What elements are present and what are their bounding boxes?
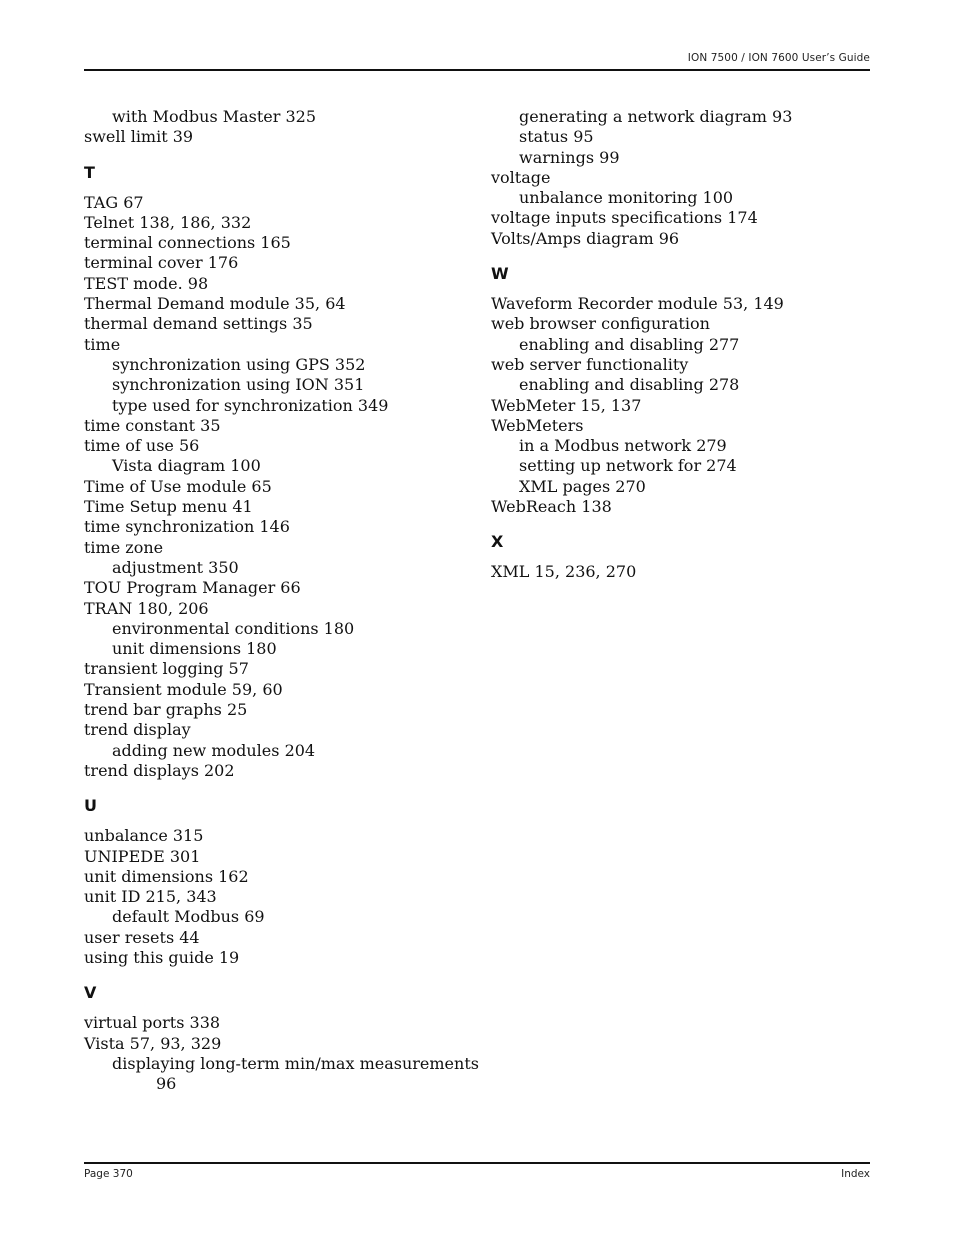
index-subentry: displaying long-term min/max measurements <box>112 1053 479 1073</box>
index-letter-heading: W <box>491 264 509 284</box>
index-entry: Telnet 138, 186, 332 <box>84 212 252 232</box>
index-subentry: adding new modules 204 <box>112 740 316 760</box>
index-entry: user resets 44 <box>84 927 200 947</box>
index-entry-continuation: 96 <box>156 1074 177 1094</box>
index-entry: voltage <box>491 167 551 187</box>
index-entry: WebReach 138 <box>491 497 612 517</box>
index-entry: time synchronization 146 <box>84 517 290 537</box>
footer-page-number: Page 370 <box>84 1168 133 1180</box>
index-entry: XML 15, 236, 270 <box>491 562 637 582</box>
index-entry: TOU Program Manager 66 <box>84 578 301 598</box>
index-entry: unit ID 215, 343 <box>84 887 217 907</box>
index-entry: using this guide 19 <box>84 947 240 967</box>
index-entry: Transient module 59, 60 <box>84 679 283 699</box>
index-entry: Time Setup menu 41 <box>84 497 253 517</box>
header-rule <box>84 69 870 71</box>
index-entry: thermal demand settings 35 <box>84 314 313 334</box>
index-subentry: synchronization using ION 351 <box>112 375 365 395</box>
index-entry: time zone <box>84 537 164 557</box>
index-entry: voltage inputs specifications 174 <box>491 208 758 228</box>
index-subentry: XML pages 270 <box>519 476 646 496</box>
index-entry: time of use 56 <box>84 436 200 456</box>
index-entry: TEST mode. 98 <box>84 273 209 293</box>
index-entry: transient logging 57 <box>84 659 249 679</box>
index-entry: unit dimensions 162 <box>84 866 249 886</box>
index-subentry: enabling and disabling 278 <box>519 375 740 395</box>
index-entry: WebMeter 15, 137 <box>491 395 642 415</box>
index-subentry: warnings 99 <box>519 147 620 167</box>
index-subentry: with Modbus Master 325 <box>112 107 317 126</box>
index-entry: trend displays 202 <box>84 760 235 780</box>
index-entry: time <box>84 334 121 354</box>
index-subentry: generating a network diagram 93 <box>519 107 793 126</box>
index-subentry: unit dimensions 180 <box>112 639 277 659</box>
index-entry: Volts/Amps diagram 96 <box>491 228 680 248</box>
index-letter-heading: V <box>84 983 97 1003</box>
index-entry: Time of Use module 65 <box>84 476 272 496</box>
index-entry: terminal connections 165 <box>84 233 291 253</box>
footer-section-name: Index <box>841 1168 870 1180</box>
index-entry: UNIPEDE 301 <box>84 846 201 866</box>
index-letter-heading: U <box>84 796 97 816</box>
index-letter-heading: T <box>84 162 95 182</box>
index-entry: Thermal Demand module 35, 64 <box>84 294 346 314</box>
index-subentry: environmental conditions 180 <box>112 618 355 638</box>
index-entry: trend display <box>84 720 191 740</box>
index-entry: TAG 67 <box>84 192 144 212</box>
index-subentry: setting up network for 274 <box>519 456 737 476</box>
index-entry: WebMeters <box>491 415 584 435</box>
index-letter-heading: X <box>491 532 504 552</box>
index-entry: Vista 57, 93, 329 <box>84 1033 222 1053</box>
index-subentry: adjustment 350 <box>112 557 239 577</box>
index-entry: swell limit 39 <box>84 127 194 147</box>
index-subentry: type used for synchronization 349 <box>112 395 389 415</box>
index-subentry: synchronization using GPS 352 <box>112 354 366 374</box>
index-subentry: Vista diagram 100 <box>112 456 261 476</box>
index-subentry: in a Modbus network 279 <box>519 436 727 456</box>
index-entry: TRAN 180, 206 <box>84 598 209 618</box>
index-column-left <box>84 107 484 1094</box>
index-entry: web browser configuration <box>491 314 710 334</box>
index-subentry: unbalance monitoring 100 <box>519 188 734 208</box>
index-entry: terminal cover 176 <box>84 253 239 273</box>
index-entry: time constant 35 <box>84 415 221 435</box>
index-subentry: status 95 <box>519 127 594 147</box>
footer-rule <box>84 1162 870 1164</box>
index-column-right <box>491 107 871 583</box>
index-entry: trend bar graphs 25 <box>84 700 248 720</box>
index-subentry: enabling and disabling 277 <box>519 334 740 354</box>
index-entry: Waveform Recorder module 53, 149 <box>491 294 784 314</box>
index-entry: virtual ports 338 <box>84 1013 221 1033</box>
running-header: ION 7500 / ION 7600 User’s Guide <box>687 52 870 64</box>
index-subentry: default Modbus 69 <box>112 907 265 927</box>
index-entry: web server functionality <box>491 354 689 374</box>
index-entry: unbalance 315 <box>84 826 204 846</box>
